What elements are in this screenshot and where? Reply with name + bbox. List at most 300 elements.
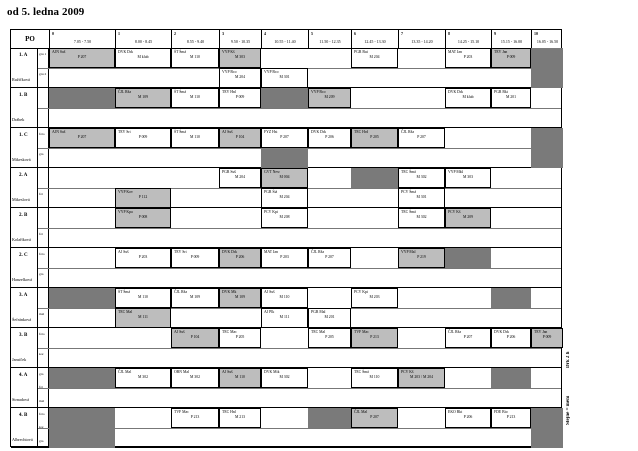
lesson-block[interactable]	[219, 328, 261, 348]
lesson-room: P 207	[280, 135, 289, 139]
lesson-subject: TEC Šmá	[401, 170, 416, 174]
lesson-block[interactable]	[219, 88, 261, 108]
lesson-room: M 204	[234, 75, 246, 79]
lesson-subject: MAT Jan	[448, 50, 462, 54]
lesson-room: M 203	[369, 295, 380, 299]
lesson-block[interactable]	[115, 48, 171, 68]
lesson-subject: DVK Drk	[494, 330, 510, 334]
unused-slot	[531, 48, 563, 88]
lesson-subject: TEC Hrd	[354, 130, 369, 134]
row-divider	[38, 348, 561, 349]
lesson-block[interactable]	[398, 168, 445, 188]
group-label: fót	[39, 385, 43, 390]
lesson-room: M 204	[279, 195, 290, 199]
lesson-subject: TVF Mac	[174, 410, 189, 414]
class-name: 1. B	[19, 93, 28, 98]
lesson-subject: FDE Bio	[494, 410, 508, 414]
lesson-subject: PCV Kpi	[264, 210, 278, 214]
lesson-room: M 201	[324, 315, 335, 319]
lesson-subject: VYP Mkš	[448, 170, 464, 174]
unused-slot	[261, 88, 308, 108]
lesson-block[interactable]	[261, 168, 308, 188]
period-time: 12.45 - 13.30	[364, 39, 386, 44]
class-name: 3. A	[19, 293, 28, 298]
unused-slot	[49, 288, 115, 308]
row-divider	[38, 428, 561, 429]
lesson-block[interactable]	[171, 128, 219, 148]
lesson-block[interactable]	[491, 328, 531, 348]
unused-slot	[49, 428, 115, 448]
lesson-block[interactable]	[261, 368, 308, 388]
lesson-subject: TEC Mal	[311, 330, 326, 334]
class-label	[11, 328, 38, 367]
lesson-block[interactable]	[491, 88, 531, 108]
lesson-subject: ČJL Rža	[118, 90, 132, 94]
group-label: fót	[39, 232, 43, 236]
lesson-subject: TEC Mal	[118, 310, 133, 314]
lesson-block[interactable]	[115, 308, 171, 328]
lesson-block[interactable]	[219, 368, 261, 388]
group-label: fóto	[39, 332, 45, 336]
lesson-room: P 206	[463, 415, 473, 419]
group-label: mal	[39, 398, 45, 403]
lesson-block[interactable]	[261, 208, 308, 228]
lesson-block[interactable]	[219, 48, 261, 68]
class-label	[11, 408, 38, 447]
lesson-room: P 205	[235, 335, 245, 339]
lesson-subject: ČJL Rža	[311, 250, 325, 254]
class-teacher: Strnadová	[12, 397, 29, 402]
lesson-block[interactable]	[398, 128, 445, 148]
period-header-1	[115, 30, 171, 48]
lesson-room: P 207	[325, 255, 334, 259]
period-number: 5	[311, 31, 313, 36]
timetable-grid	[10, 29, 562, 447]
lesson-room: P 213	[506, 415, 516, 419]
lesson-room: P 112	[138, 195, 148, 199]
lesson-subject: AJ Suš	[222, 370, 233, 374]
class-teacher: Kolaříková	[12, 237, 31, 242]
class-label	[11, 208, 38, 247]
lesson-block[interactable]	[171, 48, 219, 68]
lesson-subject: DVK Drk	[448, 90, 464, 94]
class-teacher: Mikeslová	[12, 197, 30, 202]
lesson-subject: AJ Suš	[222, 130, 233, 134]
lesson-subject: DVK Mk	[222, 290, 237, 294]
class-teacher: Jansíček	[12, 357, 27, 362]
lesson-subject: AJ Suš	[174, 330, 185, 334]
lesson-subject: ŠT Šmá	[174, 50, 187, 54]
class-label	[11, 288, 38, 327]
lesson-room: M 208	[279, 215, 290, 219]
lesson-block[interactable]	[261, 288, 308, 308]
lesson-room: P 203	[280, 255, 289, 259]
day-label: PO	[25, 35, 35, 43]
lesson-subject: TEV Srt	[174, 250, 187, 254]
lesson-room: M 213	[234, 415, 246, 419]
lesson-room: M 111	[279, 315, 290, 319]
period-time: 8.00 - 8.45	[134, 39, 153, 44]
lesson-room: M 303	[462, 175, 474, 179]
lesson-block[interactable]	[49, 128, 115, 148]
period-number: 9	[494, 31, 496, 36]
lesson-room: M 203 / M 204	[410, 375, 433, 379]
lesson-room: P 009	[138, 135, 148, 139]
group-label: fóto	[39, 132, 45, 136]
lesson-block[interactable]	[49, 48, 115, 68]
lesson-block[interactable]	[115, 368, 171, 388]
lesson-block[interactable]	[445, 48, 491, 68]
lesson-subject: PGR Suš	[222, 170, 236, 174]
lesson-subject: ŠT Šmá	[174, 90, 187, 94]
lesson-subject: TEV Hnl	[222, 90, 236, 94]
lesson-subject: AJN Suš	[52, 50, 66, 54]
lesson-room: P 213	[190, 415, 200, 419]
lesson-block[interactable]	[115, 128, 171, 148]
lesson-room: P 009	[190, 255, 200, 259]
class-label	[11, 368, 38, 407]
period-header-7	[398, 30, 445, 48]
period-number: 4	[264, 31, 266, 36]
lesson-block[interactable]	[351, 328, 398, 348]
class-name: 4. B	[19, 413, 28, 418]
lesson-room: M 302	[416, 175, 427, 179]
lesson-block[interactable]	[171, 248, 219, 268]
class-teacher: Šefránková	[12, 317, 32, 322]
lesson-block[interactable]	[351, 368, 398, 388]
lesson-block[interactable]	[115, 88, 171, 108]
period-number: 6	[354, 31, 356, 36]
lesson-block[interactable]	[491, 48, 531, 68]
lesson-room: P 009	[506, 55, 516, 59]
lesson-room: P 207	[77, 135, 87, 139]
lesson-room: P 207	[77, 55, 87, 59]
lesson-subject: AJ Suš	[264, 290, 275, 294]
lesson-room: P 009	[542, 335, 552, 339]
lesson-block[interactable]	[445, 208, 491, 228]
row-divider	[38, 268, 561, 269]
row-divider	[38, 388, 561, 389]
lesson-subject: TEV Jan	[534, 330, 548, 334]
period-number: 2	[174, 31, 176, 36]
lesson-subject: AJ Suš	[118, 250, 129, 254]
lesson-room: P 205	[370, 135, 379, 139]
unused-slot	[49, 408, 115, 428]
period-time: 15.15 - 16.00	[500, 39, 523, 44]
unused-slot	[491, 288, 531, 308]
lesson-room: M 110	[235, 375, 245, 379]
lesson-room: M 302	[137, 375, 149, 379]
lesson-room: M 301	[416, 195, 427, 199]
unused-slot	[531, 128, 563, 168]
lesson-block[interactable]	[491, 408, 531, 428]
lesson-subject: FYZ Hst	[264, 130, 278, 134]
lesson-room: P 206	[235, 255, 245, 259]
lesson-block[interactable]	[351, 288, 398, 308]
unused-slot	[351, 168, 398, 188]
lesson-subject: VYP Mal	[401, 250, 416, 254]
lesson-room: P 206	[506, 335, 516, 339]
lesson-block[interactable]	[261, 68, 308, 88]
period-number: 10	[534, 31, 538, 36]
group-label: gra	[39, 152, 44, 156]
class-teacher: Hanzelková	[12, 277, 32, 282]
lesson-block[interactable]	[171, 328, 219, 348]
lesson-block[interactable]	[308, 328, 351, 348]
class-name: 2. A	[19, 173, 28, 178]
lesson-block[interactable]	[445, 88, 491, 108]
class-label	[11, 248, 38, 287]
unused-slot	[49, 368, 115, 388]
lesson-subject: VYP Kov	[118, 190, 133, 194]
group-label: mal	[39, 312, 45, 316]
lesson-block[interactable]	[171, 288, 219, 308]
class-name: 4. A	[19, 373, 28, 378]
lesson-subject: GVT New	[264, 170, 280, 174]
group-label: fóto	[39, 412, 45, 416]
lesson-block[interactable]	[351, 408, 398, 428]
period-header-6	[351, 30, 398, 48]
lesson-room: P 213	[370, 335, 379, 339]
lesson-block[interactable]	[261, 128, 308, 148]
class-label	[11, 128, 38, 167]
lesson-room: M 110	[190, 55, 200, 59]
period-time: 8.55 - 9.40	[186, 39, 205, 44]
lesson-subject: PGR Šiá	[264, 190, 278, 194]
lesson-block[interactable]	[445, 168, 491, 188]
lesson-block[interactable]	[219, 408, 261, 428]
lesson-block[interactable]	[171, 408, 219, 428]
lesson-subject: DVK Mik	[264, 370, 280, 374]
class-teacher: Albrechtová	[12, 437, 33, 442]
unused-slot	[308, 408, 351, 428]
lesson-room: M 301	[279, 75, 290, 79]
lesson-block[interactable]	[219, 248, 261, 268]
lesson-block[interactable]	[445, 328, 491, 348]
unused-slot	[531, 408, 563, 448]
class-name: 1. A	[19, 53, 28, 58]
side-note-b: Stejné = mění	[566, 395, 571, 425]
lesson-room: M 109	[189, 295, 201, 299]
period-time: 9.50 - 10.35	[230, 39, 251, 44]
lesson-block[interactable]	[171, 88, 219, 108]
period-number: 3	[222, 31, 224, 36]
unused-slot	[445, 248, 491, 268]
lesson-room: P 104	[190, 335, 200, 339]
lesson-room: M klub	[462, 95, 474, 99]
lesson-block[interactable]	[261, 308, 308, 328]
group-label: gru 2	[39, 72, 47, 76]
header-row	[11, 30, 561, 49]
lesson-room: P 207	[463, 335, 473, 339]
lesson-room: P 219	[417, 255, 426, 259]
lesson-block[interactable]	[308, 248, 351, 268]
group-label: gru 1	[39, 52, 47, 56]
lesson-room: M 302	[189, 375, 201, 379]
class-teacher: Mikesková	[12, 157, 31, 162]
lesson-subject: VYP Kpa	[118, 210, 133, 214]
lesson-subject: TEC Mac	[222, 330, 237, 334]
lesson-block[interactable]	[115, 208, 171, 228]
lesson-room: M 302	[279, 375, 290, 379]
period-number: 8	[448, 31, 450, 36]
lesson-room: M 302	[416, 215, 427, 219]
period-time: 11.50 - 12.35	[319, 39, 341, 44]
lesson-subject: ČJL Rža	[174, 290, 188, 294]
lesson-subject: VYP Bco	[311, 90, 326, 94]
period-number: 1	[118, 31, 120, 36]
unused-slot	[491, 368, 531, 388]
lesson-subject: PCV Šmá	[401, 190, 417, 194]
period-header-5	[308, 30, 351, 48]
class-label	[11, 48, 38, 87]
period-time: 10.55 - 11.40	[274, 39, 296, 44]
period-time: 16.05 - 16.50	[536, 39, 559, 44]
class-name: 3. B	[19, 333, 28, 338]
lesson-block[interactable]	[398, 208, 445, 228]
lesson-subject: ČJL Rža	[448, 330, 462, 334]
lesson-subject: ČJL Mal	[118, 370, 132, 374]
period-header-4	[261, 30, 308, 48]
lesson-block[interactable]	[219, 288, 261, 308]
group-label: gra	[39, 438, 44, 443]
period-number: 7	[401, 31, 403, 36]
period-time: 7.05 - 7.50	[73, 39, 92, 44]
lesson-subject: EKO Bkt	[448, 410, 463, 414]
lesson-subject: TEC Šmá	[401, 210, 416, 214]
lesson-block[interactable]	[115, 248, 171, 268]
class-teacher: Ružičková	[12, 77, 30, 82]
class-name: 1. C	[19, 133, 28, 138]
page-title: od 5. ledna 2009	[7, 6, 85, 18]
lesson-room: P 008	[138, 215, 148, 219]
lesson-subject: PGR Bui	[354, 50, 368, 54]
lesson-subject: ŠT Šmá	[118, 290, 131, 294]
lesson-subject: ČJL Rža	[401, 130, 415, 134]
lesson-subject: PGR Bkt	[494, 90, 508, 94]
row-divider	[38, 108, 561, 109]
side-note-a: Drk 2 h	[566, 351, 571, 369]
lesson-room: M 209	[324, 95, 335, 99]
lesson-room: P 206	[325, 135, 334, 139]
lesson-subject: TEV Jan	[494, 50, 508, 54]
lesson-room: M 110	[369, 375, 380, 379]
lesson-room: M 209	[462, 215, 474, 219]
period-number: 0	[52, 31, 54, 36]
class-label	[11, 88, 38, 127]
lesson-block[interactable]	[115, 288, 171, 308]
period-time: 13.35 - 14.20	[411, 39, 433, 44]
lesson-subject: VYP Bco	[264, 70, 279, 74]
lesson-subject: TEC Šmá	[354, 370, 369, 374]
class-label	[11, 168, 38, 207]
lesson-room: P 207	[417, 135, 426, 139]
lesson-room: P 203	[138, 255, 148, 259]
lesson-block[interactable]	[308, 308, 351, 328]
lesson-block[interactable]	[531, 328, 563, 348]
lesson-room: P 205	[325, 335, 334, 339]
period-header-8	[445, 30, 491, 48]
lesson-subject: DVK Drk	[118, 50, 134, 54]
lesson-room: M 110	[279, 295, 290, 299]
lesson-subject: AJN Suš	[52, 130, 66, 134]
period-header-9	[491, 30, 531, 48]
group-label: kor	[39, 425, 44, 430]
period-header-2	[171, 30, 219, 48]
period-header-0	[49, 30, 115, 48]
lesson-block[interactable]	[351, 48, 398, 68]
group-label: kor	[39, 352, 44, 356]
lesson-subject: MAT Jan	[264, 250, 278, 254]
lesson-block[interactable]	[445, 408, 491, 428]
lesson-block[interactable]	[171, 368, 219, 388]
lesson-subject: DVK Drk	[222, 250, 238, 254]
lesson-subject: PCV Kš	[401, 370, 414, 374]
period-header-10	[531, 30, 563, 48]
group-label: gra	[39, 372, 44, 376]
period-header-3	[219, 30, 261, 48]
lesson-room: M 109	[137, 95, 149, 99]
class-teacher: Drábek	[12, 117, 25, 122]
lesson-room: M 201	[505, 95, 517, 99]
lesson-block[interactable]	[219, 128, 261, 148]
lesson-room: P 203	[463, 55, 473, 59]
lesson-subject: PCV Kpi	[354, 290, 368, 294]
lesson-block[interactable]	[261, 248, 308, 268]
lesson-block[interactable]	[398, 368, 445, 388]
group-label: fót	[39, 192, 43, 196]
class-name: 2. B	[19, 213, 28, 218]
lesson-room: M 110	[138, 295, 148, 299]
lesson-room: M 204	[369, 55, 380, 59]
lesson-subject: TEC Hnl	[222, 410, 236, 414]
class-name: 2. C	[19, 253, 28, 258]
lesson-room: M 004	[279, 175, 290, 179]
lesson-block[interactable]	[219, 168, 261, 188]
lesson-room: M 111	[138, 315, 148, 319]
lesson-room: P 009	[235, 95, 245, 99]
lesson-block[interactable]	[351, 128, 398, 148]
lesson-block[interactable]	[308, 128, 351, 148]
unused-slot	[49, 88, 115, 108]
lesson-room: M 109	[234, 295, 246, 299]
unused-slot	[261, 148, 308, 168]
lesson-room: M 110	[190, 95, 200, 99]
period-time: 14.25 - 15.10	[457, 39, 480, 44]
lesson-block[interactable]	[398, 248, 445, 268]
row-divider	[38, 228, 561, 229]
lesson-subject: ČJL Mal	[354, 410, 368, 414]
lesson-room: P 104	[235, 135, 245, 139]
lesson-block[interactable]	[308, 88, 351, 108]
lesson-block[interactable]	[261, 188, 308, 208]
lesson-block[interactable]	[398, 188, 445, 208]
lesson-block[interactable]	[219, 68, 261, 88]
lesson-subject: DVK Drk	[311, 130, 327, 134]
lesson-subject: OBN Mal	[174, 370, 190, 374]
lesson-subject: ŠT Šmá	[174, 130, 187, 134]
lesson-room: P 207	[370, 415, 379, 419]
lesson-room: M klub	[137, 55, 149, 59]
lesson-subject: VYP Kš	[222, 50, 235, 54]
lesson-subject: AJ Plk	[264, 310, 275, 314]
lesson-room: M 204	[234, 175, 246, 179]
lesson-room: M 303	[234, 55, 246, 59]
group-label: fóto	[39, 252, 45, 256]
lesson-subject: TVF Mac	[354, 330, 369, 334]
lesson-block[interactable]	[115, 188, 171, 208]
lesson-subject: PGR Mal	[311, 310, 326, 314]
